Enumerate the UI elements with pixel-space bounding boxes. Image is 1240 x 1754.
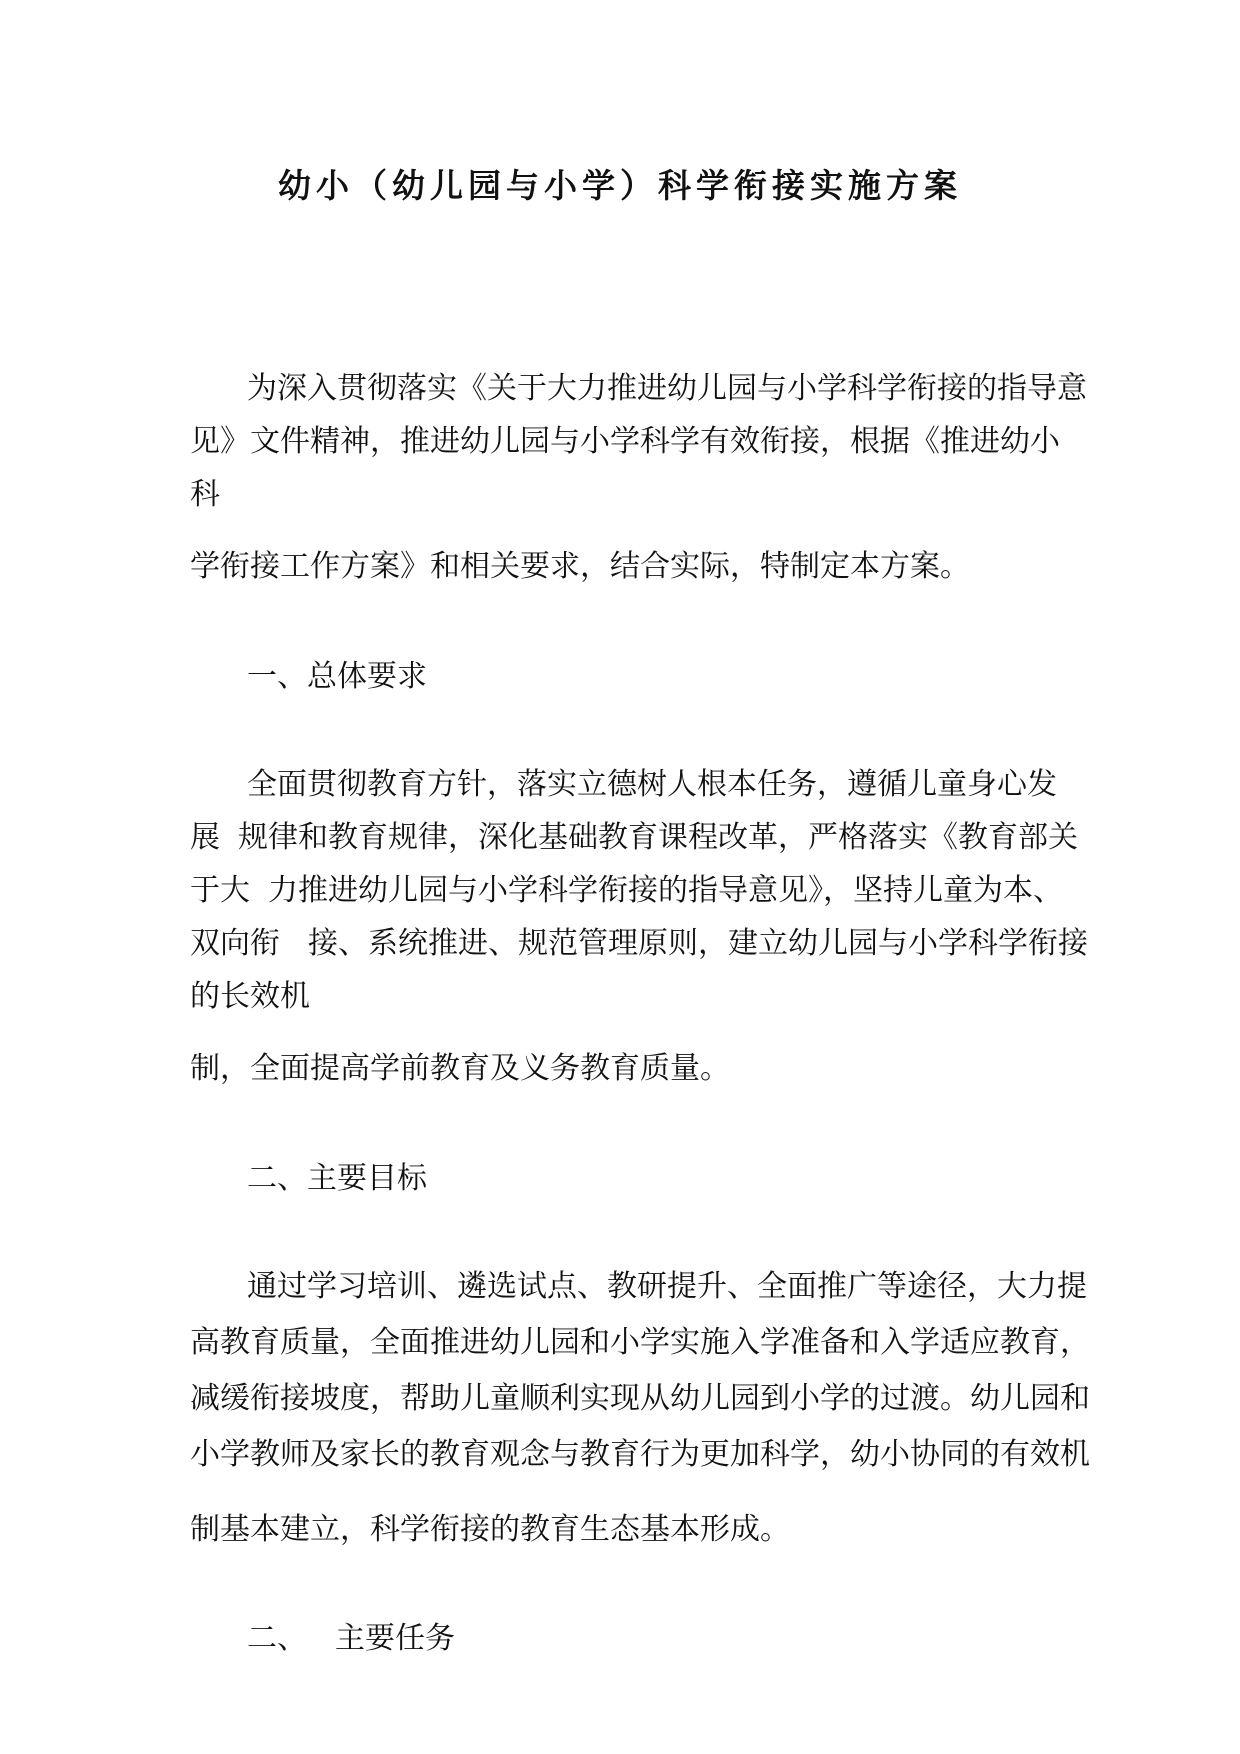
paragraph-line: 小学教师及家长的教育观念与教育行为更加科学，幼小协同的有效机 — [190, 1437, 1090, 1472]
heading-text: 主要任务 — [335, 1621, 455, 1656]
intro-line: 科 — [190, 477, 220, 512]
paragraph-line: 减缓衔接坡度，帮助儿童顺利实现从幼儿园到小学的过渡。幼儿园和 — [190, 1381, 1090, 1416]
section-heading-main-tasks — [247, 1618, 455, 1660]
paragraph-line: 制基本建立，科学衔接的教育生态基本形成。 — [190, 1512, 790, 1547]
document-title: 幼小（幼儿园与小学）科学衔接实施方案 — [278, 166, 962, 205]
text-fragment: 接、系统推进、规范管理原则，建立幼儿园与小学科学衔接 — [308, 926, 1088, 961]
paragraph-line: 通过学习培训、遴选试点、教研提升、全面推广等途径，大力提 — [247, 1269, 1087, 1304]
paragraph-line — [190, 923, 1088, 965]
text-fragment: 力推进幼儿园与小学科学衔接的指导意见》，坚持儿童为本、 — [268, 873, 1063, 908]
section-heading-main-goals: 二、主要目标 — [247, 1161, 427, 1196]
paragraph-line — [190, 817, 1078, 859]
text-fragment: 于大 — [190, 873, 250, 908]
heading-number: 二、 — [247, 1621, 307, 1656]
intro-line: 见》文件精神，推进幼儿园与小学科学有效衔接，根据《推进幼小 — [190, 424, 1060, 459]
text-fragment: 双向衔 — [190, 926, 280, 961]
text-fragment: 规律和教育规律，深化基础教育课程改革，严格落实《教育部关 — [238, 820, 1078, 855]
paragraph-line: 制，全面提高学前教育及义务教育质量。 — [190, 1051, 730, 1086]
paragraph-line — [190, 870, 1063, 912]
text-fragment: 展 — [190, 820, 220, 855]
paragraph-line: 高教育质量，全面推进幼儿园和小学实施入学准备和入学适应教育， — [190, 1325, 1090, 1360]
section-heading-overall-requirements: 一、总体要求 — [247, 659, 427, 694]
paragraph-line: 的长效机 — [190, 979, 310, 1014]
intro-line: 学衔接工作方案》和相关要求，结合实际，特制定本方案。 — [190, 549, 970, 584]
paragraph-line: 全面贯彻教育方针，落实立德树人根本任务，遵循儿童身心发 — [247, 767, 1057, 802]
intro-line: 为深入贯彻落实《关于大力推进幼儿园与小学科学衔接的指导意 — [247, 371, 1087, 406]
